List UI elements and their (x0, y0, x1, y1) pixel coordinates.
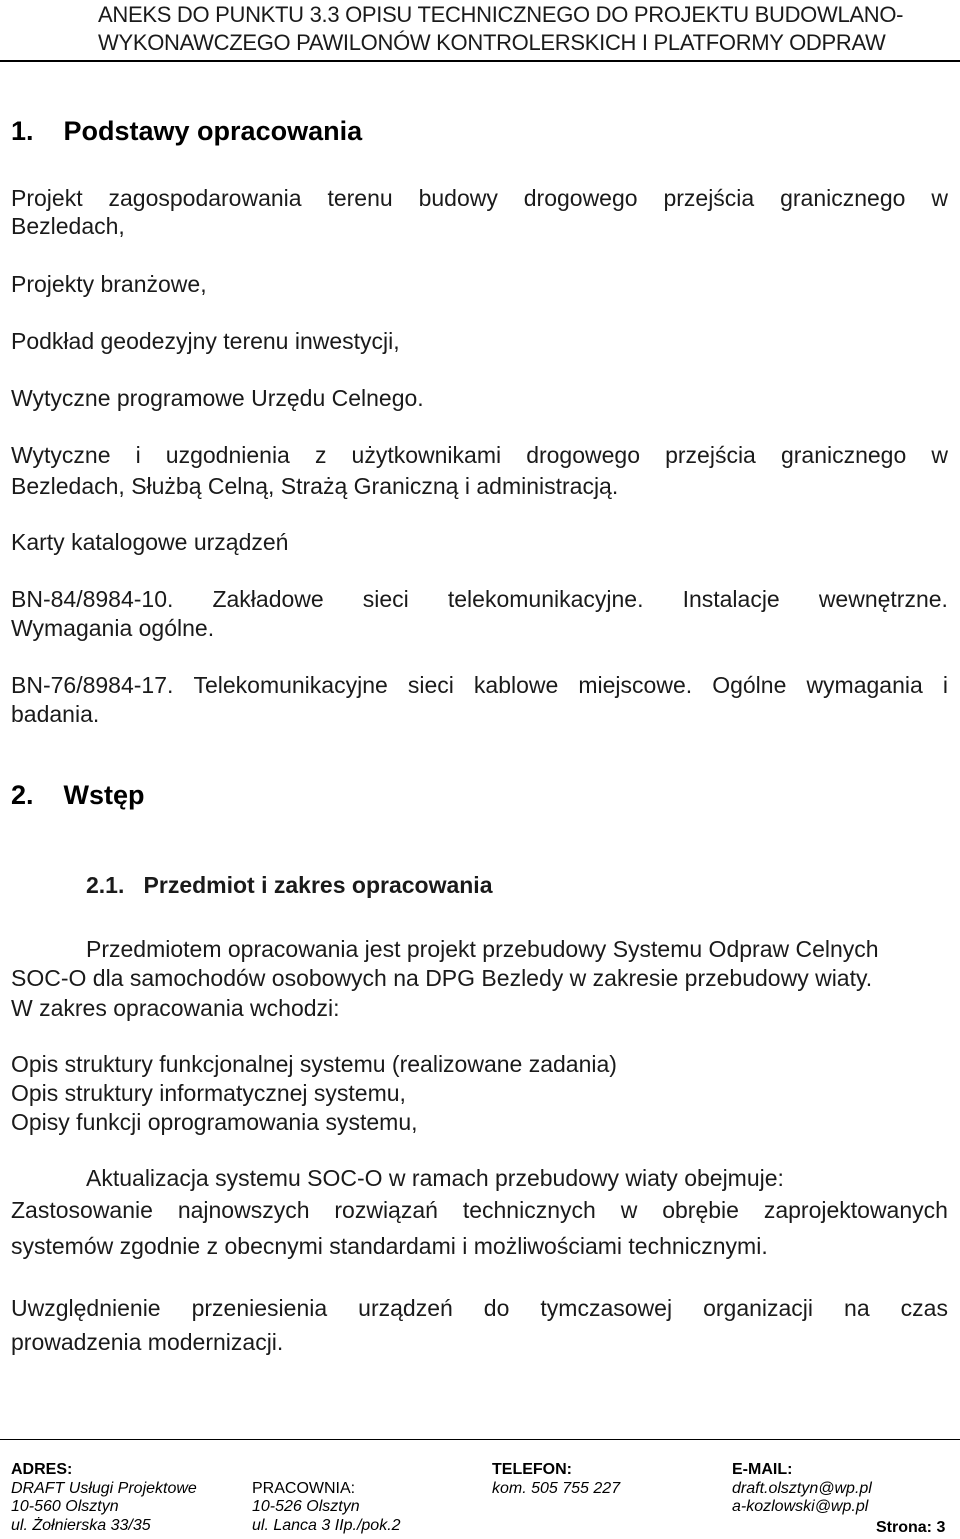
basis-item-7-line-2: Wymagania ogólne. (11, 615, 215, 641)
scope-item-2: Opis struktury informatycznej systemu, (11, 1080, 406, 1106)
relocation-line-1: Uwzględnienie przeniesienia urządzeń do tymczasowej organizacji na czas (11, 1295, 948, 1321)
basis-item-2: Projekty branżowe, (11, 271, 207, 297)
footer-street: ul. Żołnierska 33/35 (11, 1517, 151, 1534)
header-line-2: WYKONAWCZEGO PAWILONÓW KONTROLERSKICH I PLATFORMY ODPRAW (98, 30, 886, 55)
footer-divider (0, 1439, 960, 1440)
footer-email-2[interactable]: a-kozlowski@wp.pl (732, 1498, 869, 1515)
basis-item-5-line-1: Wytyczne i uzgodnienia z użytkownikami drogowego przejścia granicznego w (11, 442, 948, 468)
scope-item-3: Opisy funkcji oprogramowania systemu, (11, 1109, 418, 1135)
scope-item-1: Opis struktury funkcjonalnej systemu (realizowane zadania) (11, 1051, 617, 1077)
basis-item-5-line-2: Bezledach, Służbą Celną, Strażą Graniczną i administracją. (11, 473, 619, 499)
update-line-1: Zastosowanie najnowszych rozwiązań technicznych w obrębie zaprojektowanych (11, 1197, 948, 1223)
footer-studio-street: ul. Lanca 3 IIp./pok.2 (252, 1517, 401, 1534)
page-number: Strona: 3 (876, 1519, 946, 1536)
footer-company: DRAFT Usługi Projektowe (11, 1480, 197, 1497)
section-2-heading: 2. Wstęp (11, 780, 145, 810)
basis-item-3: Podkład geodezyjny terenu inwestycji, (11, 328, 400, 354)
footer-studio-postal: 10-526 Olsztyn (252, 1498, 360, 1515)
basis-item-8-line-2: badania. (11, 701, 100, 727)
section-2-1-heading: 2.1. Przedmiot i zakres opracowania (86, 872, 493, 898)
basis-item-6: Karty katalogowe urządzeń (11, 529, 289, 555)
basis-item-1-line-1: Projekt zagospodarowania terenu budowy drogowego przejścia granicznego w (11, 185, 948, 211)
basis-item-1-line-2: Bezledach, (11, 213, 125, 239)
footer-email-label: E-MAIL: (732, 1461, 793, 1478)
header-divider (0, 60, 960, 62)
basis-item-8-line-1: BN-76/8984-17. Telekomunikacyjne sieci kablowe miejscowe. Ogólne wymagania i (11, 672, 948, 698)
basis-item-4: Wytyczne programowe Urzędu Celnego. (11, 385, 424, 411)
update-intro: Aktualizacja systemu SOC-O w ramach przebudowy wiaty obejmuje: (86, 1165, 784, 1191)
footer-phone: kom. 505 755 227 (492, 1480, 621, 1497)
paragraph-line-3: W zakres opracowania wchodzi: (11, 995, 340, 1021)
footer-postal: 10-560 Olsztyn (11, 1498, 119, 1515)
paragraph-line-1: Przedmiotem opracowania jest projekt przebudowy Systemu Odpraw Celnych (86, 936, 879, 962)
section-1-heading: 1. Podstawy opracowania (11, 116, 363, 146)
footer-phone-label: TELEFON: (492, 1461, 572, 1478)
basis-item-7-line-1: BN-84/8984-10. Zakładowe sieci telekomunikacyjne. Instalacje wewnętrzne. (11, 586, 948, 612)
header-line-1: ANEKS DO PUNKTU 3.3 OPISU TECHNICZNEGO DO PROJEKTU BUDOWLANO- (98, 2, 904, 27)
footer-studio-label: PRACOWNIA: (252, 1480, 356, 1497)
paragraph-line-2: SOC-O dla samochodów osobowych na DPG Bezledy w zakresie przebudowy wiaty. (11, 965, 873, 991)
update-line-2: systemów zgodnie z obecnymi standardami i możliwościami technicznymi. (11, 1233, 768, 1259)
footer-email-1[interactable]: draft.olsztyn@wp.pl (732, 1480, 872, 1497)
relocation-line-2: prowadzenia modernizacji. (11, 1329, 284, 1355)
footer-address-label: ADRES: (11, 1461, 73, 1478)
